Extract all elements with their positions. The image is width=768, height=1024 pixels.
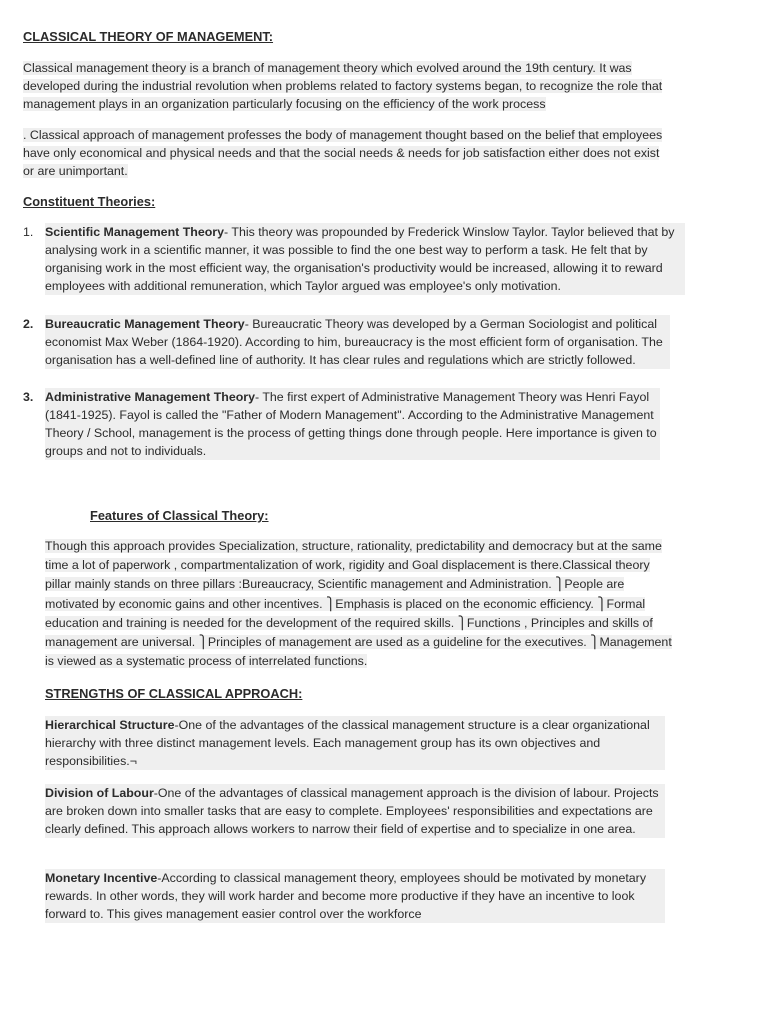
strength-monetary-incentive xyxy=(45,869,665,923)
page-title-text: CLASSICAL THEORY OF MANAGEMENT: xyxy=(23,29,274,44)
list-item-bureaucratic xyxy=(45,315,670,369)
theory-text: - This theory was propounded by Frederick Winslow Taylor. Taylor believed that by analysing work in a scientific manner, it was possible to find the one best way to perform a task. He felt that by organising work in the most efficient way, the organisation's productivity would be increased, allowing it to reward employees with additional remuneration, which Taylor argued was employee's only motivation. xyxy=(45,225,675,293)
strength-hierarchical xyxy=(45,716,665,770)
strength-name: Monetary Incentive xyxy=(45,871,158,885)
list-item-body xyxy=(45,223,685,295)
features-text: Though this approach provides Specialization, structure, rationality, predictability and democracy but at the same time a lot of paperwork , compartmentalization of work, rigidity and Goal displacement is there.Classical theory pillar mainly stands on three pillars :Bureaucracy, Scientific management and Administration. ⎫People are motivated by economic gains and other incentives. ⎫Emphasis is placed on the economic efficiency. ⎫Formal education and training is needed for the development of the required skills. ⎫Functions , Principles and skills of management are universal. ⎫Principles of management are used as a guideline for the executives. ⎫Management is viewed as a systematic process of interrelated functions. xyxy=(45,539,672,669)
list-number-2: 2. xyxy=(23,317,34,331)
list-number-3: 3. xyxy=(23,390,34,404)
strength-name: Hierarchical Structure xyxy=(45,718,175,732)
theory-text: - Bureaucratic Theory was developed by a German Sociologist and political economist Max Weber (1864-1920). According to him, bureaucracy is the most efficient form of organisation. The organisation has a well-defined line of authority. It has clear rules and regulations which are strictly followed. xyxy=(45,317,663,367)
constituent-heading-text: Constituent Theories: xyxy=(23,194,156,209)
intro-paragraph-1 xyxy=(23,59,683,113)
strength-text: -One of the advantages of the classical management structure is a clear organizational hierarchy with three distinct management levels. Each management group has its own objectives and responsibilities.¬ xyxy=(45,718,650,768)
intro-paragraph-2 xyxy=(23,126,663,180)
strengths-heading xyxy=(45,685,302,703)
constituent-heading xyxy=(23,193,155,211)
features-heading xyxy=(90,507,269,525)
list-item-scientific xyxy=(45,223,685,295)
list-item-body xyxy=(45,388,660,460)
theory-name: Administrative Management Theory xyxy=(45,390,255,404)
theory-text: - The first expert of Administrative Management Theory was Henri Fayol (1841-1925). Fayol is called the "Father of Modern Management". According to the Administrative Management Theory / School, management is the process of getting things done through people. Here importance is given to groups and not to individuals. xyxy=(45,390,657,458)
page-title xyxy=(23,28,273,46)
features-heading-text: Features of Classical Theory: xyxy=(90,508,269,523)
list-item-body xyxy=(45,315,670,369)
list-item-administrative xyxy=(45,388,660,460)
list-number-1: 1. xyxy=(23,225,34,239)
strength-text: -One of the advantages of classical management approach is the division of labour. Projects are broken down into smaller tasks that are easy to complete. Employees' responsibilities and expectations are clearly defined. This approach allows workers to narrow their field of expertise and to specialize in one area. xyxy=(45,786,659,836)
strengths-heading-text: STRENGTHS OF CLASSICAL APPROACH: xyxy=(45,686,303,701)
strength-division-of-labour xyxy=(45,784,665,838)
theory-name: Scientific Management Theory xyxy=(45,225,225,239)
theory-name: Bureaucratic Management Theory xyxy=(45,317,245,331)
features-paragraph xyxy=(45,537,673,671)
intro-text-1: Classical management theory is a branch of management theory which evolved around the 19th century. It was developed during the industrial revolution when problems related to factory systems began, to recognize the role that management plays in an organization particularly focusing on the efficiency of the work process xyxy=(23,61,663,111)
intro-text-2: . Classical approach of management professes the body of management thought based on the belief that employees have only economical and physical needs and that the social needs & needs for job satisfaction either does not exist or are unimportant. xyxy=(23,128,663,178)
strength-name: Division of Labour xyxy=(45,786,154,800)
strength-text: -According to classical management theory, employees should be motivated by monetary rewards. In other words, they will work harder and become more productive if they have an incentive to look forward to. This gives management easier control over the workforce xyxy=(45,871,647,921)
